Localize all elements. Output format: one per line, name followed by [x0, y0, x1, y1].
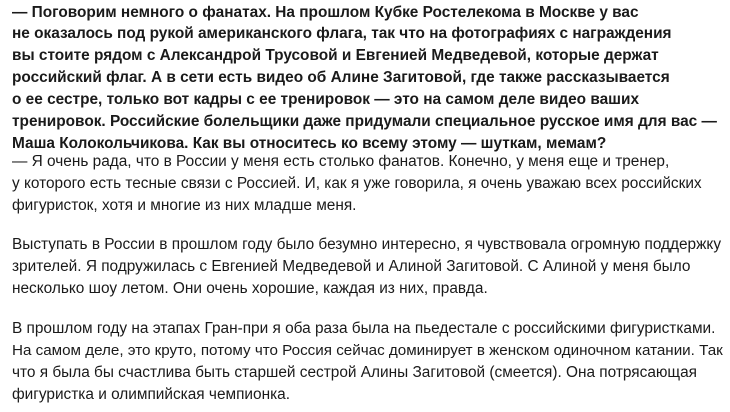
answer-line: фигуристок, хотя и многие из них младше меня.	[12, 197, 357, 214]
answer-line: — Я очень рада, что в России у меня есть столько фанатов. Конечно, у меня еще и тренер,	[12, 153, 670, 170]
answer-line: что я была бы счастлива быть старшей сестрой Алины Загитовой (смеется). Она потрясающая	[12, 364, 697, 381]
answer-line: фигуристка и олимпийская чемпионка.	[12, 386, 290, 403]
question-line: российский флаг. А в сети есть видео об Алине Загитовой, где также рассказывается	[12, 69, 670, 86]
question-line: — Поговорим немного о фанатах. На прошлом Кубке Ростелекома в Москве у вас	[12, 4, 639, 21]
question-line: тренировок. Российские болельщики даже придумали специальное русское имя для вас —	[12, 113, 717, 130]
question-line: не оказалось под рукой американского флага, так что на фотографиях с награждения	[12, 25, 672, 42]
answer-line: В прошлом году на этапах Гран-при я оба раза была на пьедестале с российскими фигуристками.	[12, 320, 716, 337]
answer-line: На самом деле, это круто, потому что Россия сейчас доминирует в женском одиночном катании. Так	[12, 342, 723, 359]
question-line: Маша Колокольчикова. Как вы относитесь ко всему этому — шуткам, мемам?	[12, 135, 607, 152]
answer-line: зрителей. Я подружилась с Евгенией Медведевой и Алиной Загитовой. С Алиной у меня было	[12, 258, 691, 275]
answer-line: у которого есть тесные связи с Россией. И, как я уже говорила, я очень уважаю всех российских	[12, 175, 702, 192]
answer-line: несколько шоу летом. Они очень хорошие, каждая из них, правда.	[12, 280, 488, 297]
answer-line: Выступать в России в прошлом году было безумно интересно, я чувствовала огромную поддержку	[12, 236, 722, 253]
question-line: вы стоите рядом с Александрой Трусовой и Евгенией Медведевой, которые держат	[12, 47, 659, 64]
question-line: о ее сестре, только вот кадры с ее тренировок — это на самом деле видео ваших	[12, 91, 640, 108]
